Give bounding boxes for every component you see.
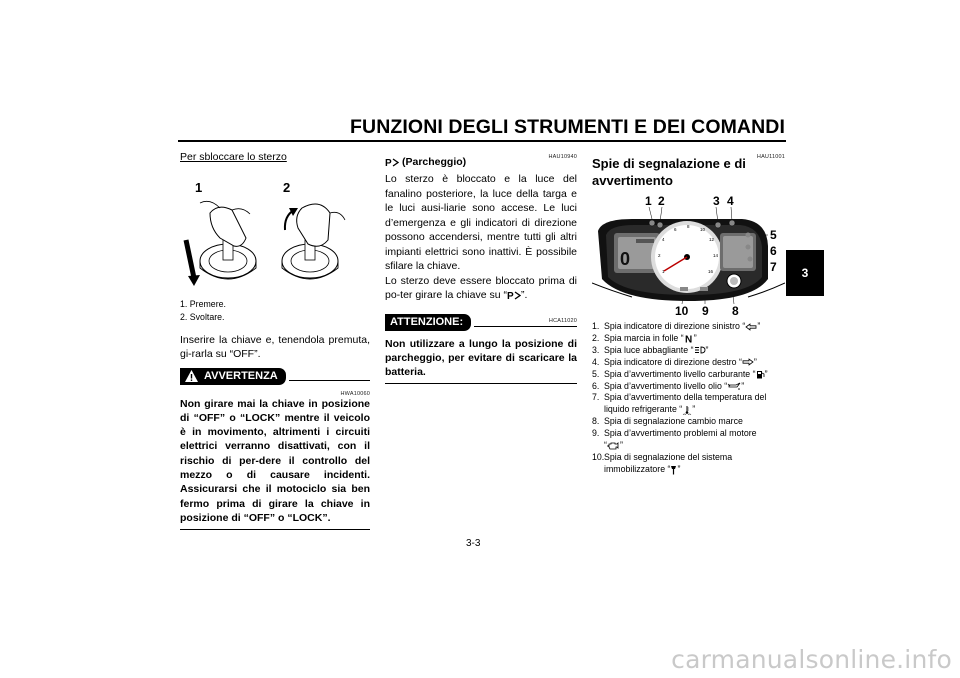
warning-triangle-icon (184, 369, 199, 383)
parking-heading-text: (Parcheggio) (402, 156, 467, 168)
svg-text:N: N (684, 334, 692, 344)
column-middle (385, 150, 577, 384)
figure-label-1: 1 (195, 179, 203, 195)
subheading-unlock-steering: Per sbloccare lo sterzo (180, 151, 287, 163)
high-beam-icon (694, 346, 706, 354)
svg-text:14: 14 (713, 253, 719, 258)
warning-bottom-rule (180, 529, 370, 530)
list-item: 7. Spia d’avvertimento della temperatura del (592, 392, 767, 403)
figure-label-5: 5 (770, 228, 777, 242)
list-item: 2. Spia marcia in folle “ N ” (592, 333, 785, 345)
header-divider (178, 140, 786, 142)
list-item: 6. Spia d’avvertimento livello olio “ ” (592, 380, 745, 391)
indicator-list (592, 321, 785, 476)
coolant-icon (682, 405, 692, 415)
dashboard-figure (592, 191, 785, 319)
column-right (592, 150, 785, 476)
section-code: HAU10940 (548, 154, 577, 160)
svg-text:4: 4 (662, 237, 665, 242)
column-left (180, 150, 370, 530)
figure-label-2: 2 (283, 179, 291, 195)
svg-text:0: 0 (620, 249, 631, 269)
list-item: 5. Spia d’avvertimento livello carburante “ ” (592, 368, 768, 379)
list-item-continuation: “ ” (604, 440, 623, 451)
steering-lock-figure (180, 168, 370, 292)
svg-text:1: 1 (662, 269, 665, 274)
figure-label-2: 2 (658, 194, 665, 208)
parking-p-icon (507, 290, 521, 301)
fuel-icon (756, 370, 765, 379)
list-item: 4. Spia indicatore di direzione destro “ ” (592, 356, 757, 367)
list-item: 3. Spia luce abbagliante “ ” (592, 344, 709, 355)
caption-item: 1. Premere. (180, 298, 226, 309)
right-arrow-icon (742, 358, 754, 366)
figure-label-6: 6 (770, 244, 777, 258)
caption-item: 2. Svoltare. (180, 312, 225, 322)
caution-bottom-rule (385, 383, 577, 384)
parking-heading-row (385, 150, 577, 166)
caution-text: Non utilizzare a lungo la posizione di parcheggio, per evitare di scaricare la batteria. (385, 337, 577, 379)
svg-text:16: 16 (708, 269, 714, 274)
warning-rule (289, 372, 370, 381)
list-item: 9. Spia d’avvertimento problemi al motore (592, 428, 757, 439)
left-arrow-icon (745, 323, 757, 331)
engine-icon (607, 441, 620, 450)
parking-note-text: Lo sterzo deve essere bloccato prima di po-ter girare la chiave su “ (385, 274, 577, 301)
svg-text:8: 8 (687, 224, 690, 229)
parking-description: Lo sterzo è bloccato e la luce del fanalino posteriore, la luce della targa e le luci ausi-liarie sono accese. Le luci d’emergenza e gli indicatori di direzione possono accendersi, mentre tutti gli altri impianti elettrici sono inattivi. È possibile sfilare la chiave. (385, 173, 577, 272)
list-item-continuation: immobilizzatore “ ” (604, 463, 681, 474)
figure-label-10: 10 (675, 304, 689, 318)
key-press-illustration (180, 168, 370, 292)
list-item: 1. Spia indicatore di direzione sinistro “ ” (592, 321, 761, 331)
parking-p-icon (385, 157, 399, 168)
svg-text:P: P (506, 290, 514, 301)
warning-label: AVVERTENZA (204, 369, 278, 382)
list-item: 10. Spia di segnalazione del sistema (592, 451, 733, 462)
caution-code: HCA11020 (548, 317, 577, 324)
warning-block (180, 368, 370, 531)
caution-label: ATTENZIONE: (385, 314, 471, 331)
watermark: carmanualsonline.info (671, 645, 952, 674)
figure-label-7: 7 (770, 260, 777, 274)
list-item-continuation: liquido refrigerante “ ” (604, 404, 696, 415)
caution-block (385, 314, 577, 385)
svg-text:12: 12 (709, 237, 715, 242)
section-code: HAU11001 (756, 154, 785, 160)
parking-heading (385, 155, 466, 170)
page-number: 3-3 (466, 538, 481, 549)
parking-note-end: ”. (520, 289, 528, 301)
unlock-instruction: Inserire la chiave e, tenendola premuta, gi-rarla su “OFF”. (180, 333, 370, 360)
page-title: FUNZIONI DEGLI STRUMENTI E DEI COMANDI (350, 116, 785, 138)
figure-label-4: 4 (727, 194, 734, 208)
instrument-cluster-illustration (592, 191, 785, 319)
warning-text: Non girare mai la chiave in posizione di “OFF” o “LOCK” mentre il veicolo è in movimento, altrimenti i circuiti elettrici verranno disattivati, con il rischio di per-dere il controllo del mezzo o di causare incidenti. Assicurarsi che il motociclo sia ben fermo prima di girare la chiave in posizione di “OFF” o “LOCK”. (180, 397, 370, 524)
figure-label-1: 1 (645, 194, 652, 208)
warning-badge (180, 368, 286, 385)
svg-text:P: P (385, 157, 392, 168)
warning-code: HWA10060 (340, 390, 370, 397)
neutral-icon (684, 334, 694, 343)
figure-label-8: 8 (732, 304, 739, 318)
oil-icon (727, 382, 741, 390)
figure-captions (180, 298, 370, 325)
svg-text:6: 6 (674, 227, 677, 232)
figure-label-3: 3 (713, 194, 720, 208)
section-heading: Spie di segnalazione e di avvertimento (592, 156, 746, 188)
warning-header (180, 368, 370, 385)
figure-label-9: 9 (702, 304, 709, 318)
list-item: 8. Spia di segnalazione cambio marce (592, 416, 743, 427)
svg-text:10: 10 (700, 227, 706, 232)
chapter-tab[interactable]: 3 (786, 250, 824, 296)
parking-lock-note (385, 274, 577, 303)
svg-text:2: 2 (658, 253, 661, 258)
